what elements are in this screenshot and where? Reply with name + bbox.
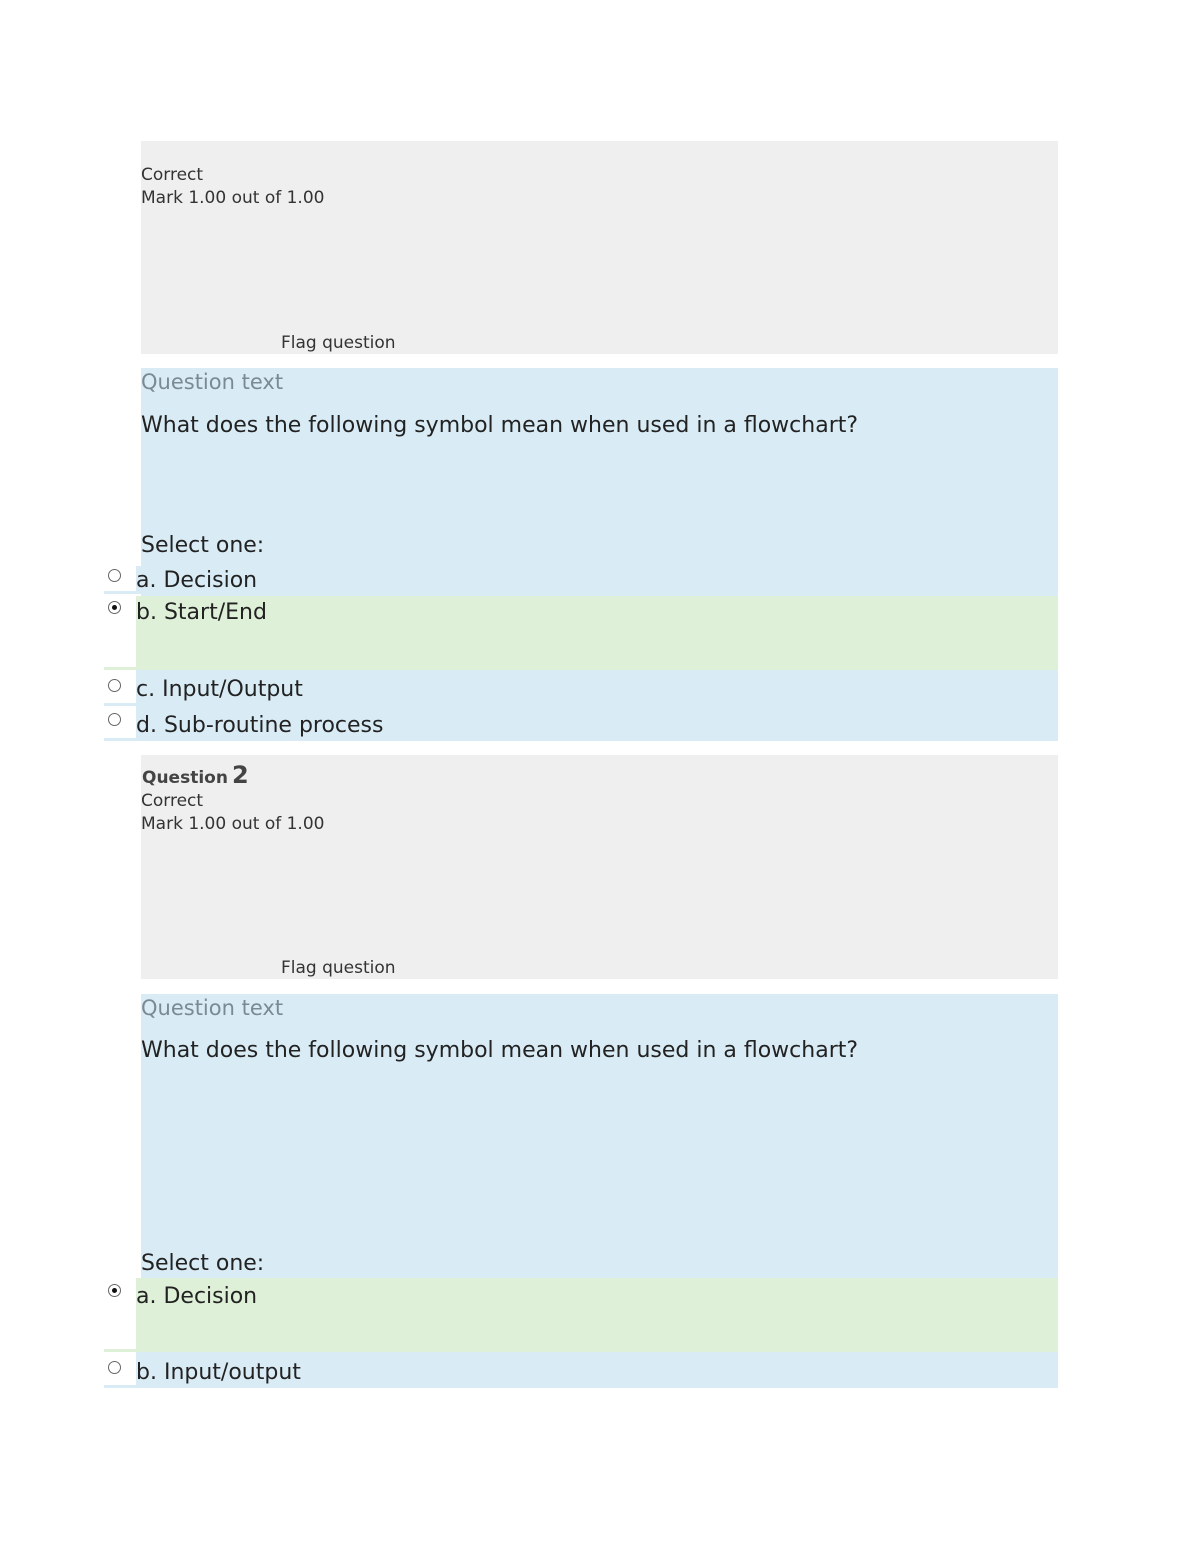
answer-option[interactable] — [104, 1352, 1058, 1388]
radio-button[interactable] — [108, 601, 121, 614]
answer-option[interactable] — [104, 596, 1058, 670]
question-1-content — [141, 368, 1058, 596]
answer-option[interactable] — [104, 566, 1058, 594]
radio-button[interactable] — [108, 1284, 121, 1297]
question-state: Correct — [141, 165, 204, 185]
radio-button[interactable] — [108, 569, 121, 582]
answer-label: a. Decision — [136, 568, 258, 593]
select-one-prompt: Select one: — [141, 533, 265, 558]
question-2-info — [141, 755, 1058, 979]
answer-label: c. Input/Output — [136, 677, 303, 702]
answer-option[interactable] — [104, 1278, 1058, 1352]
answer-label: b. Input/output — [136, 1360, 301, 1385]
question-grade: Mark 1.00 out of 1.00 — [141, 188, 325, 208]
select-one-prompt: Select one: — [141, 1251, 265, 1276]
answer-label: d. Sub-routine process — [136, 713, 384, 738]
question-text-label: Question text — [141, 370, 284, 394]
flag-question-link[interactable]: Flag question — [281, 958, 396, 978]
question-text: What does the following symbol mean when used in a flowchart? — [141, 413, 859, 438]
answer-option[interactable] — [104, 670, 1058, 706]
question-number: Question 2 — [142, 761, 249, 789]
question-2-content — [141, 994, 1058, 1280]
radio-button[interactable] — [108, 1361, 121, 1374]
radio-button[interactable] — [108, 713, 121, 726]
flag-question-link[interactable]: Flag question — [281, 333, 396, 353]
question-state: Correct — [141, 791, 204, 811]
question-grade: Mark 1.00 out of 1.00 — [141, 814, 325, 834]
answer-label: a. Decision — [136, 1284, 258, 1309]
answer-label: b. Start/End — [136, 600, 267, 625]
question-text-label: Question text — [141, 996, 284, 1020]
question-1-info — [141, 141, 1058, 354]
radio-button[interactable] — [108, 679, 121, 692]
question-text: What does the following symbol mean when used in a flowchart? — [141, 1038, 859, 1063]
answer-option[interactable] — [104, 706, 1058, 741]
